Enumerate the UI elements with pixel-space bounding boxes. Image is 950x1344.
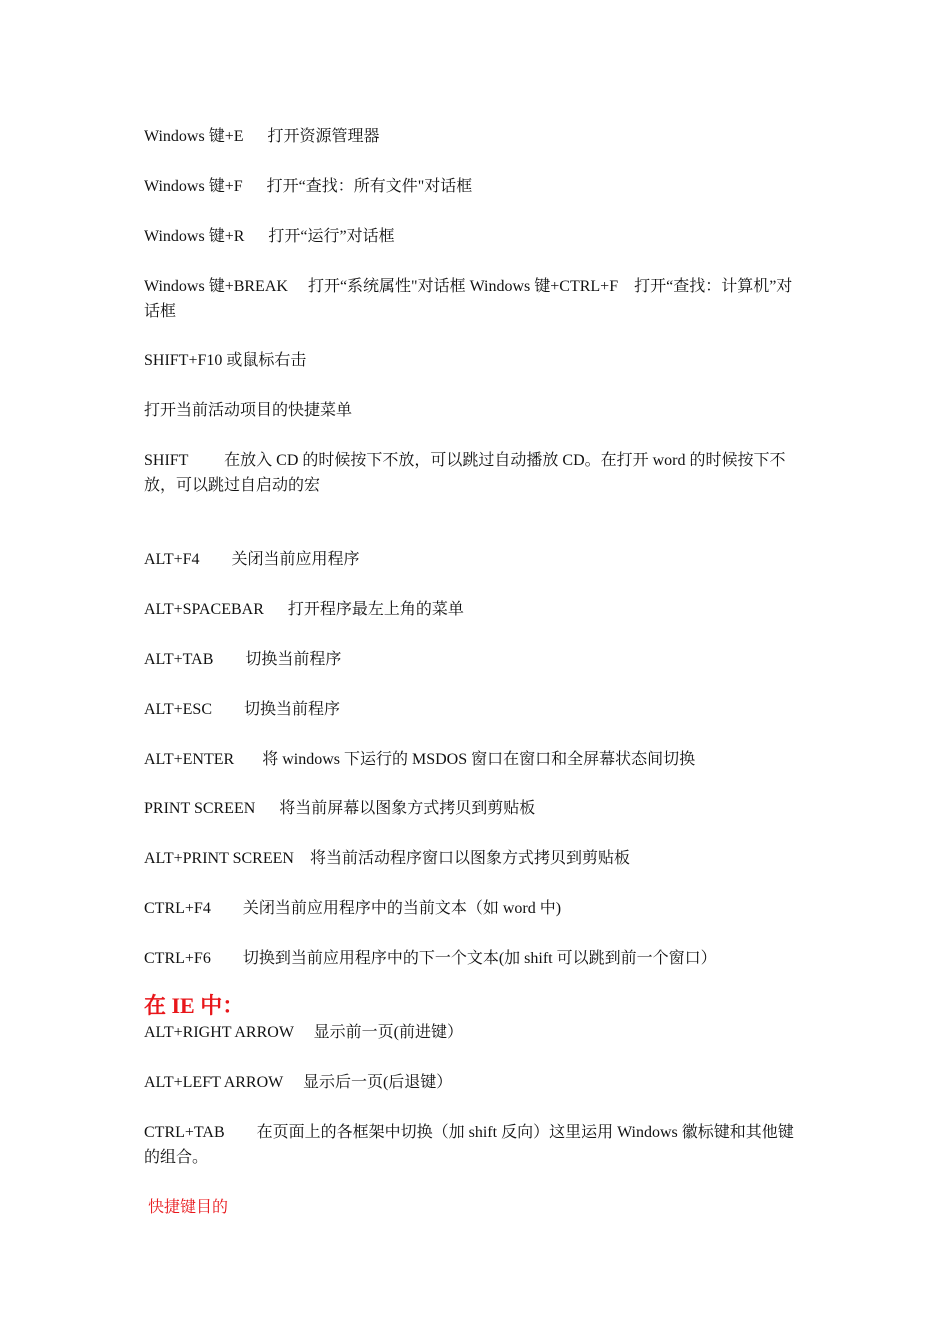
shortcut-line: ALT+TAB 切换当前程序 [144,651,342,668]
shortcut-line: PRINT SCREEN 将当前屏幕以图象方式拷贝到剪贴板 [144,800,536,817]
shortcut-line: ALT+SPACEBAR 打开程序最左上角的菜单 [144,601,464,618]
ie-shortcut-line: ALT+RIGHT ARROW 显示前一页(前进键） [144,1024,463,1041]
ie-section-heading: 在 IE 中： [144,993,245,1018]
shortcut-line: ALT+ENTER 将 windows 下运行的 MSDOS 窗口在窗口和全屏幕状态间切换 [144,751,696,768]
shortcut-line: ALT+ESC 切换当前程序 [144,701,341,718]
shortcut-line: 打开当前活动项目的快捷菜单 [144,402,353,419]
shortcut-line: CTRL+F6 切换到当前应用程序中的下一个文本(加 shift 可以跳到前一个窗口） [144,950,717,967]
shortcut-line: SHIFT+F10 或鼠标右击 [144,352,307,369]
shortcut-line: SHIFT 在放入 CD 的时候按下不放，可以跳过自动播放 CD。在打开 word 的时候按下不放，可以跳过自启动的宏 [144,452,786,494]
shortcut-line: Windows 键+BREAK 打开“系统属性"对话框 Windows 键+CTRL+F 打开“查找：计算机”对话框 [144,278,793,320]
ie-shortcut-line: CTRL+TAB 在页面上的各框架中切换（加 shift 反向）这里运用 Windows 徽标键和其他键的组合。 [144,1124,794,1166]
ie-shortcut-line: ALT+LEFT ARROW 显示后一页(后退键） [144,1074,453,1091]
shortcut-line: Windows 键+F 打开“查找：所有文件"对话框 [144,178,473,195]
shortcut-line: CTRL+F4 关闭当前应用程序中的当前文本（如 word 中) [144,900,562,917]
shortcut-purpose-label: 快捷键目的 [144,1199,229,1216]
shortcut-line: Windows 键+E 打开资源管理器 [144,128,380,145]
shortcut-line: ALT+PRINT SCREEN 将当前活动程序窗口以图象方式拷贝到剪贴板 [144,850,630,867]
shortcut-line: Windows 键+R 打开“运行”对话框 [144,228,395,245]
shortcut-line: ALT+F4 关闭当前应用程序 [144,551,360,568]
